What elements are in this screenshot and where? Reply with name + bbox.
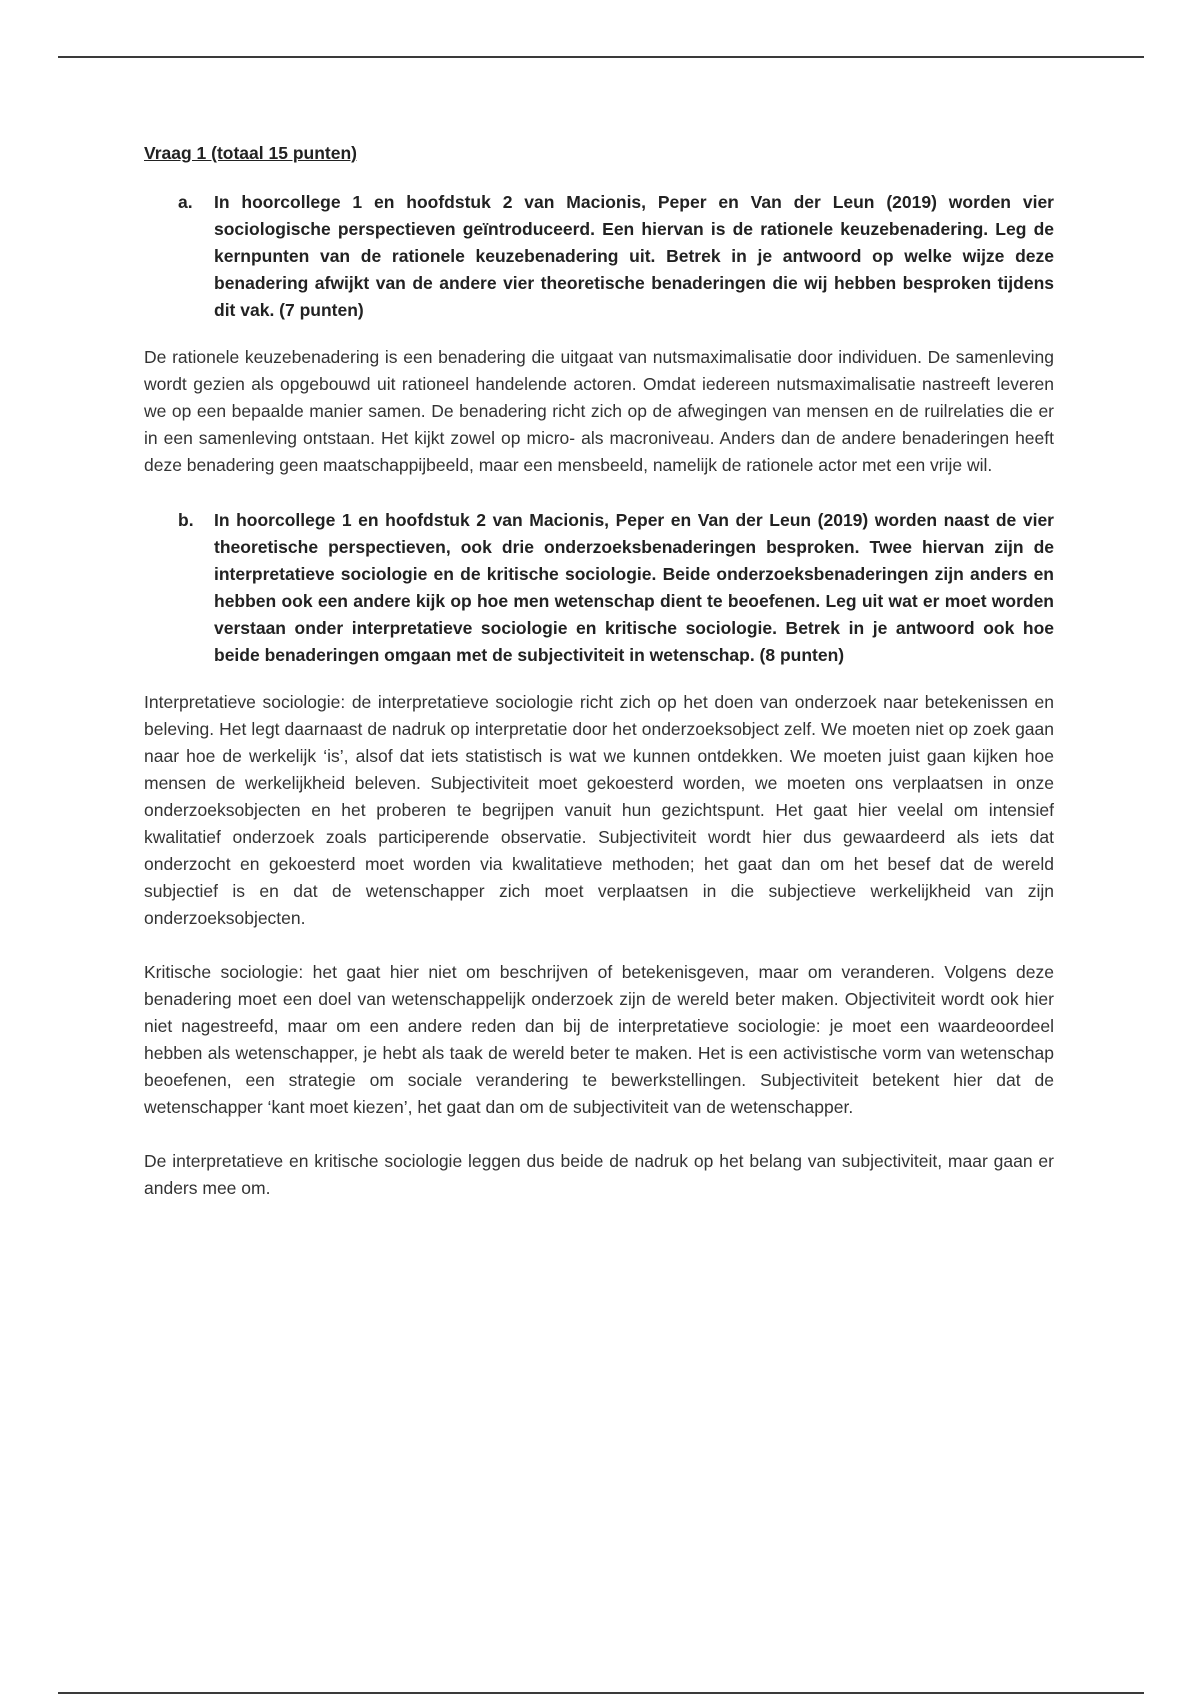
footer-rule [58, 1692, 1144, 1694]
answer-a-paragraph: De rationele keuzebenadering is een benadering die uitgaat van nutsmaximalisatie door individuen. De samenleving wordt gezien als opgebouwd uit rationeel handelende actoren. Omdat iedereen nutsmaximalisatie nastreeft leveren we op een bepaalde manier samen. De benadering richt zich op de afwegingen van mensen en de ruilrelaties die er in een samenleving ontstaan. Het kijkt zowel op micro- als macroniveau. Anders dan de andere benaderingen heeft deze benadering geen maatschappijbeeld, maar een mensbeeld, namelijk de rationele actor met een vrije wil. [144, 347, 1054, 475]
question-a-text: In hoorcollege 1 en hoofdstuk 2 van Macionis, Peper en Van der Leun (2019) worden vier sociologische perspectieven geïntroduceerd. Een hiervan is de rationele keuzebenadering. Leg de kernpunten van de rationele keuzebenadering uit. Betrek in je antwoord op welke wijze deze benadering afwijkt van de andere vier theoretische benaderingen die wij hebben besproken tijdens dit vak. (7 punten) [214, 192, 1054, 320]
answer-b-paragraph-conclusie: De interpretatieve en kritische sociologie leggen dus beide de nadruk op het belang van subjectiviteit, maar gaan er anders mee om. [144, 1151, 1054, 1198]
question-heading: Vraag 1 (totaal 15 punten) [144, 143, 357, 163]
question-b-text: In hoorcollege 1 en hoofdstuk 2 van Macionis, Peper en Van der Leun (2019) worden naast de vier theoretische perspectieven, ook drie onderzoeksbenaderingen besproken. Twee hiervan zijn de interpretatieve sociologie en de kritische sociologie. Beide onderzoeksbenaderingen zijn anders en hebben ook een andere kijk op hoe men wetenschap dient te beoefenen. Leg uit wat er moet worden verstaan onder interpretatieve sociologie en kritische sociologie. Betrek in je antwoord ook hoe beide benaderingen omgaan met de subjectiviteit in wetenschap. (8 punten) [214, 510, 1054, 665]
answer-b-paragraph-kritisch: Kritische sociologie: het gaat hier niet om beschrijven of betekenisgeven, maar om veranderen. Volgens deze benadering moet een doel van wetenschappelijk onderzoek zijn de wereld beter maken. Objectiviteit wordt ook hier niet nagestreefd, maar om een andere reden dan bij de interpretatieve sociologie: je moet een waardeoordeel hebben als wetenschapper, je hebt als taak de wereld beter te maken. Het is een activistische vorm van wetenschap beoefenen, een strategie om sociale verandering te bewerkstellingen. Subjectiviteit betekent hier dat de wetenschapper ‘kant moet kiezen’, het gaat dan om de subjectiviteit van de wetenschapper. [144, 962, 1054, 1117]
document-body [144, 140, 1054, 1229]
question-b [144, 507, 1054, 669]
question-a [144, 189, 1054, 324]
answer-b-paragraph-interpretatief: Interpretatieve sociologie: de interpretatieve sociologie richt zich op het doen van onderzoek naar betekenissen en beleving. Het legt daarnaast de nadruk op interpretatie door het onderzoeksobject zelf. We moeten niet op zoek gaan naar hoe de werkelijk ‘is’, alsof dat iets statistisch is wat we kunnen ontdekken. We moeten juist gaan kijken hoe mensen de werkelijkheid beleven. Subjectiviteit moet gekoesterd worden, we moeten ons verplaatsen in onze onderzoeksobjecten en het proberen te begrijpen vanuit hun gezichtspunt. Het gaat hier veelal om intensief kwalitatief onderzoek zoals participerende observatie. Subjectiviteit wordt hier dus gewaardeerd als iets dat onderzocht en gekoesterd moet worden via kwalitatieve methoden; het gaat dan om het besef dat de wereld subjectief is en dat de wetenschapper zich moet verplaatsen in die subjectieve werkelijkheid van zijn onderzoeksobjecten. [144, 692, 1054, 928]
header-rule [58, 56, 1144, 58]
question-b-marker: b. [178, 510, 194, 530]
question-a-marker: a. [178, 192, 193, 212]
